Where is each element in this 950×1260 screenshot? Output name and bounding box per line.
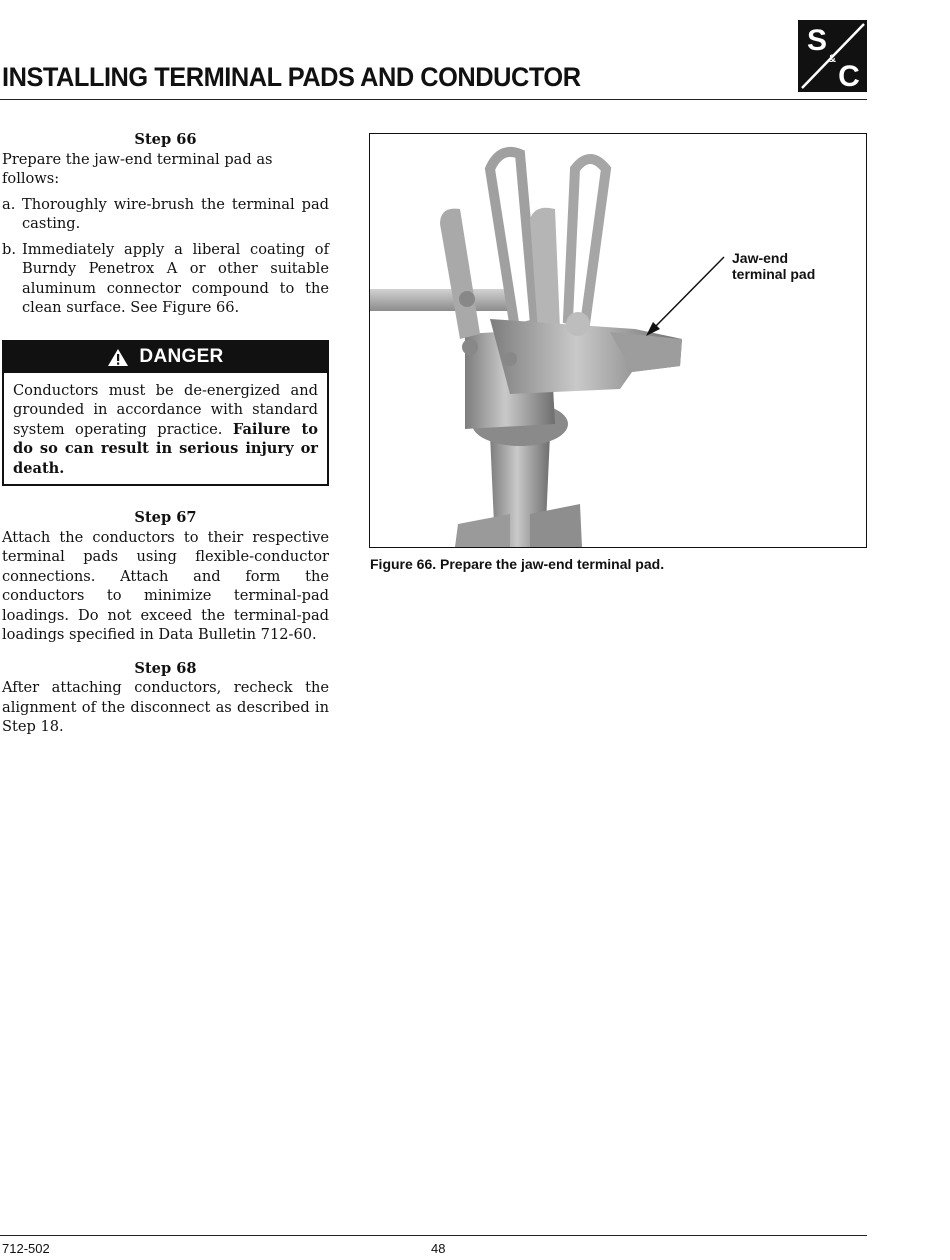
callout-line-2: terminal pad: [732, 266, 816, 282]
danger-message: [4, 373, 327, 485]
step-67-text: Attach the conductors to their respective terminal pads using flexible-conductor connections. Attach and form the conductors to minimize terminal-pad loadings. Do not exceed the terminal-pad loadings specified in Data Bulletin 712-60.: [2, 528, 329, 643]
step-66-list: [2, 195, 329, 318]
figure-callout: [732, 250, 815, 282]
logo-letter-c: C: [838, 60, 860, 92]
danger-label: DANGER: [139, 346, 224, 368]
list-marker: b.: [2, 240, 16, 258]
danger-header: [4, 342, 327, 373]
list-marker: a.: [2, 195, 16, 213]
company-logo: [798, 20, 867, 92]
list-item-text: Immediately apply a liberal coating of Burndy Penetrox A or other suitable aluminum connector compound to the clean surface. See Figure 66.: [22, 240, 329, 316]
step-68-text: After attaching conductors, recheck the alignment of the disconnect as described in Step 18.: [2, 679, 329, 735]
danger-bold-text: Failure to do so can result in serious injury or death.: [13, 420, 318, 477]
footer-page-number: 48: [431, 1241, 446, 1256]
footer-doc-number: 712-502: [2, 1241, 50, 1256]
list-item: [2, 195, 329, 234]
logo-letter-s: S: [806, 24, 828, 57]
header-divider: [0, 99, 867, 100]
step-67-heading: Step 67: [134, 509, 197, 526]
warning-triangle-icon: [107, 348, 129, 367]
step-66-heading: Step 66: [134, 131, 197, 148]
list-item-text: Thoroughly wire-brush the terminal pad casting.: [22, 195, 329, 232]
figure-66-frame: [369, 133, 867, 548]
danger-notice: [2, 340, 329, 487]
footer-divider: [0, 1235, 867, 1236]
disconnect-jaw-illustration: [370, 134, 866, 547]
callout-line-1: Jaw-end: [732, 250, 789, 266]
step-66-intro: Prepare the jaw-end terminal pad as follows:: [2, 150, 273, 187]
logo-ampersand: &: [828, 53, 836, 65]
figure-caption: Figure 66. Prepare the jaw-end terminal pad.: [370, 556, 665, 572]
page-title: INSTALLING TERMINAL PADS AND CONDUCTOR: [2, 62, 581, 92]
danger-text: Conductors must be de-energized and grounded in accordance with standard system operating practice.: [13, 381, 318, 438]
instructions-column: [2, 130, 329, 743]
list-item: [2, 240, 329, 318]
step-68-heading: Step 68: [134, 659, 197, 677]
